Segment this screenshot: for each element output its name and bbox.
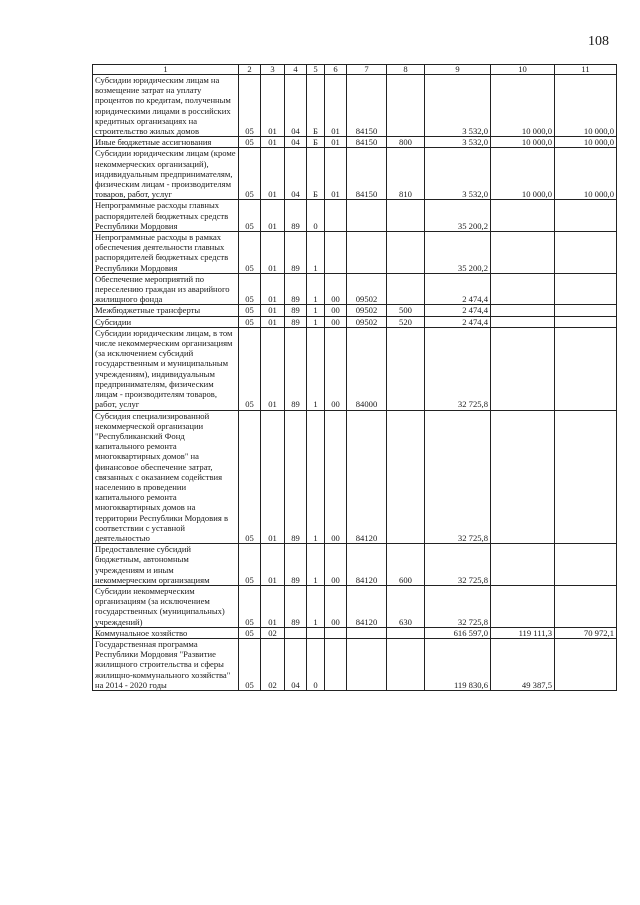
amount-year-2 [491,316,555,327]
amount-year-2 [491,305,555,316]
expense-code [347,232,387,274]
event-code [325,200,347,232]
program-code [285,627,307,638]
amount-year-3 [555,232,617,274]
section-code: 05 [239,638,261,690]
table-row [93,273,617,305]
row-description: Субсидии юридическим лицам на возмещение затрат на уплату процентов по кредитам, полученным юридическими лицами в российских кредитных организациях на строительство жилых домов [93,75,239,137]
subsection-code: 01 [261,585,285,627]
expense-type-code [387,327,425,410]
amount-year-2 [491,200,555,232]
expense-type-code: 520 [387,316,425,327]
expense-type-code [387,273,425,305]
amount-year-2: 49 387,5 [491,638,555,690]
row-description: Непрограммные расходы в рамках обеспечения деятельности главных распорядителей бюджетных средств Республики Мордовия [93,232,239,274]
program-code: 89 [285,544,307,586]
table-row [93,585,617,627]
subsection-code: 01 [261,305,285,316]
expense-code: 09502 [347,316,387,327]
subsection-code: 01 [261,273,285,305]
subprogram-code: 1 [307,327,325,410]
subsection-code: 01 [261,75,285,137]
row-description: Межбюджетные трансферты [93,305,239,316]
amount-year-1: 32 725,8 [425,327,491,410]
col-header: 11 [555,65,617,75]
program-code: 89 [285,327,307,410]
amount-year-3 [555,305,617,316]
subprogram-code: 1 [307,410,325,544]
subprogram-code [307,627,325,638]
section-code: 05 [239,585,261,627]
subprogram-code: 1 [307,316,325,327]
subsection-code: 01 [261,200,285,232]
expense-code: 84150 [347,137,387,148]
expense-code [347,638,387,690]
program-code: 04 [285,638,307,690]
amount-year-2 [491,410,555,544]
amount-year-2 [491,273,555,305]
amount-year-1: 2 474,4 [425,273,491,305]
col-header: 4 [285,65,307,75]
amount-year-3 [555,544,617,586]
amount-year-2 [491,232,555,274]
event-code: 01 [325,148,347,200]
row-description: Коммунальное хозяйство [93,627,239,638]
amount-year-3 [555,327,617,410]
program-code: 04 [285,137,307,148]
row-description: Субсидия специализированной некоммерческой организации "Республиканский Фонд капитального ремонта многоквартирных домов" на финансовое обеспечение затрат, связанных с оказанием содействия населению в проведении капитального ремонта многоквартирных домов на территории Республики Мордовия в соответствии с уставной деятельностью [93,410,239,544]
subprogram-code: Б [307,148,325,200]
section-code: 05 [239,544,261,586]
col-header: 5 [307,65,325,75]
expense-type-code [387,200,425,232]
expense-code [347,200,387,232]
amount-year-2: 10 000,0 [491,75,555,137]
section-code: 05 [239,148,261,200]
amount-year-1: 2 474,4 [425,316,491,327]
expense-type-code [387,638,425,690]
expense-type-code: 630 [387,585,425,627]
program-code: 89 [285,410,307,544]
subprogram-code: 1 [307,273,325,305]
subprogram-code: 1 [307,232,325,274]
table-row [93,200,617,232]
expense-code: 84000 [347,327,387,410]
row-description: Обеспечение мероприятий по переселению граждан из аварийного жилищного фонда [93,273,239,305]
section-code: 05 [239,232,261,274]
subsection-code: 01 [261,410,285,544]
subsection-code: 01 [261,316,285,327]
amount-year-3 [555,200,617,232]
amount-year-3 [555,638,617,690]
subprogram-code: 1 [307,305,325,316]
program-code: 04 [285,148,307,200]
program-code: 89 [285,200,307,232]
subsection-code: 01 [261,544,285,586]
expense-code: 84150 [347,75,387,137]
table-row [93,148,617,200]
event-code [325,638,347,690]
amount-year-1: 35 200,2 [425,200,491,232]
expense-type-code [387,627,425,638]
amount-year-2: 119 111,3 [491,627,555,638]
table-row [93,410,617,544]
expense-type-code: 810 [387,148,425,200]
table-row [93,75,617,137]
row-description: Субсидии некоммерческим организациям (за исключением государственных (муниципальных) учреждений) [93,585,239,627]
subsection-code: 01 [261,148,285,200]
amount-year-2 [491,327,555,410]
table-row [93,638,617,690]
subsection-code: 01 [261,137,285,148]
amount-year-2: 10 000,0 [491,137,555,148]
expense-type-code [387,410,425,544]
amount-year-1: 32 725,8 [425,544,491,586]
event-code [325,627,347,638]
amount-year-1: 32 725,8 [425,410,491,544]
program-code: 89 [285,232,307,274]
subprogram-code: 1 [307,585,325,627]
subsection-code: 02 [261,627,285,638]
expense-code: 84120 [347,544,387,586]
subprogram-code: 0 [307,200,325,232]
row-description: Иные бюджетные ассигнования [93,137,239,148]
subsection-code: 01 [261,232,285,274]
table-row [93,316,617,327]
amount-year-3: 10 000,0 [555,75,617,137]
table-row [93,544,617,586]
amount-year-1: 2 474,4 [425,305,491,316]
event-code: 01 [325,75,347,137]
col-header: 2 [239,65,261,75]
row-description: Предоставление субсидий бюджетным, автономным учреждениям и иным некоммерческим организациям [93,544,239,586]
event-code: 00 [325,585,347,627]
expense-code: 84120 [347,585,387,627]
section-code: 05 [239,410,261,544]
amount-year-1: 3 532,0 [425,148,491,200]
table-row [93,137,617,148]
expense-type-code: 800 [387,137,425,148]
table-row [93,232,617,274]
program-code: 89 [285,273,307,305]
subsection-code: 01 [261,327,285,410]
section-code: 05 [239,75,261,137]
expense-type-code [387,232,425,274]
program-code: 04 [285,75,307,137]
section-code: 05 [239,316,261,327]
amount-year-1: 119 830,6 [425,638,491,690]
amount-year-2 [491,544,555,586]
amount-year-1: 3 532,0 [425,137,491,148]
expense-type-code [387,75,425,137]
program-code: 89 [285,316,307,327]
col-header: 7 [347,65,387,75]
amount-year-1: 32 725,8 [425,585,491,627]
amount-year-1: 616 597,0 [425,627,491,638]
event-code: 00 [325,305,347,316]
event-code: 00 [325,410,347,544]
amount-year-3 [555,410,617,544]
row-description: Непрограммные расходы главных распорядителей бюджетных средств Республики Мордовия [93,200,239,232]
program-code: 89 [285,585,307,627]
amount-year-2: 10 000,0 [491,148,555,200]
expense-code: 09502 [347,305,387,316]
subprogram-code: Б [307,75,325,137]
row-description: Субсидии юридическим лицам (кроме некоммерческих организаций), индивидуальным предпринимателям, физическим лицам - производителям товаров, работ, услуг [93,148,239,200]
amount-year-3 [555,316,617,327]
event-code: 00 [325,327,347,410]
event-code: 01 [325,137,347,148]
section-code: 05 [239,137,261,148]
header-row [93,65,617,75]
expense-code: 09502 [347,273,387,305]
row-description: Субсидии [93,316,239,327]
row-description: Государственная программа Республики Мордовия "Развитие жилищного строительства и сферы жилищно-коммунального хозяйства" на 2014 - 2020 годы [93,638,239,690]
expense-type-code: 500 [387,305,425,316]
amount-year-3 [555,585,617,627]
section-code: 05 [239,273,261,305]
expense-code [347,627,387,638]
table-row [93,327,617,410]
col-header: 8 [387,65,425,75]
amount-year-2 [491,585,555,627]
col-header: 1 [93,65,239,75]
expense-code: 84150 [347,148,387,200]
amount-year-3: 70 972,1 [555,627,617,638]
amount-year-3: 10 000,0 [555,148,617,200]
section-code: 05 [239,327,261,410]
program-code: 89 [285,305,307,316]
subsection-code: 02 [261,638,285,690]
col-header: 3 [261,65,285,75]
section-code: 05 [239,200,261,232]
col-header: 10 [491,65,555,75]
col-header: 9 [425,65,491,75]
expense-code: 84120 [347,410,387,544]
table-row [93,305,617,316]
subprogram-code: 0 [307,638,325,690]
event-code: 00 [325,273,347,305]
col-header: 6 [325,65,347,75]
section-code: 05 [239,627,261,638]
event-code: 00 [325,316,347,327]
event-code [325,232,347,274]
page-number: 108 [588,34,609,49]
amount-year-3: 10 000,0 [555,137,617,148]
amount-year-3 [555,273,617,305]
amount-year-1: 3 532,0 [425,75,491,137]
event-code: 00 [325,544,347,586]
section-code: 05 [239,305,261,316]
amount-year-1: 35 200,2 [425,232,491,274]
table-row [93,627,617,638]
subprogram-code: 1 [307,544,325,586]
budget-table [92,64,617,691]
row-description: Субсидии юридическим лицам, в том числе некоммерческим организациям (за исключением субсидий государственным и муниципальным учреждениям), индивидуальным предпринимателям, физическим лицам - производителям товаров, работ, услуг [93,327,239,410]
subprogram-code: Б [307,137,325,148]
expense-type-code: 600 [387,544,425,586]
